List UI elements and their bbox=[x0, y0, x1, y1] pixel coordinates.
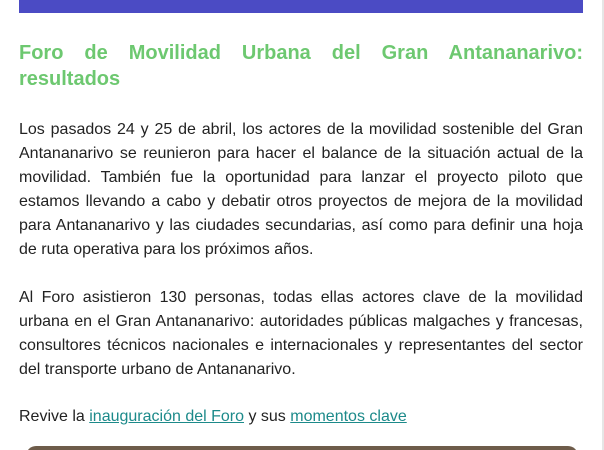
article-paragraph-2: Al Foro asistieron 130 personas, todas ellas actores clave de la movilidad urbana en el Gran Antananarivo: autoridades públicas malgaches y francesas, consultores técnicos nacionales e internacionales y representantes del sector del transporte urbano de Antananarivo. bbox=[19, 289, 583, 378]
inauguration-link[interactable]: inauguración del Foro bbox=[89, 408, 245, 425]
revive-line bbox=[19, 405, 583, 429]
revive-prefix: Revive la bbox=[19, 408, 90, 425]
article-paragraph-1: Los pasados 24 y 25 de abril, los actores de la movilidad sostenible del Gran Antananarivo se reunieron para hacer el balance de la situación actual de la movilidad. También fue la oportunidad para lanzar el proyecto piloto que estamos llevando a cabo y debatir otros proyectos de mejora de la movilidad para Antananarivo y las ciudades secundarias, así como para definir una hoja de ruta operativa para los próximos años. bbox=[19, 121, 583, 258]
article-title: Foro de Movilidad Urbana del Gran Antananarivo: resultados bbox=[19, 42, 583, 90]
article-image bbox=[26, 446, 578, 450]
revive-middle: y sus bbox=[244, 408, 291, 425]
key-moments-link[interactable]: momentos clave bbox=[290, 408, 407, 425]
header-banner bbox=[19, 0, 583, 13]
